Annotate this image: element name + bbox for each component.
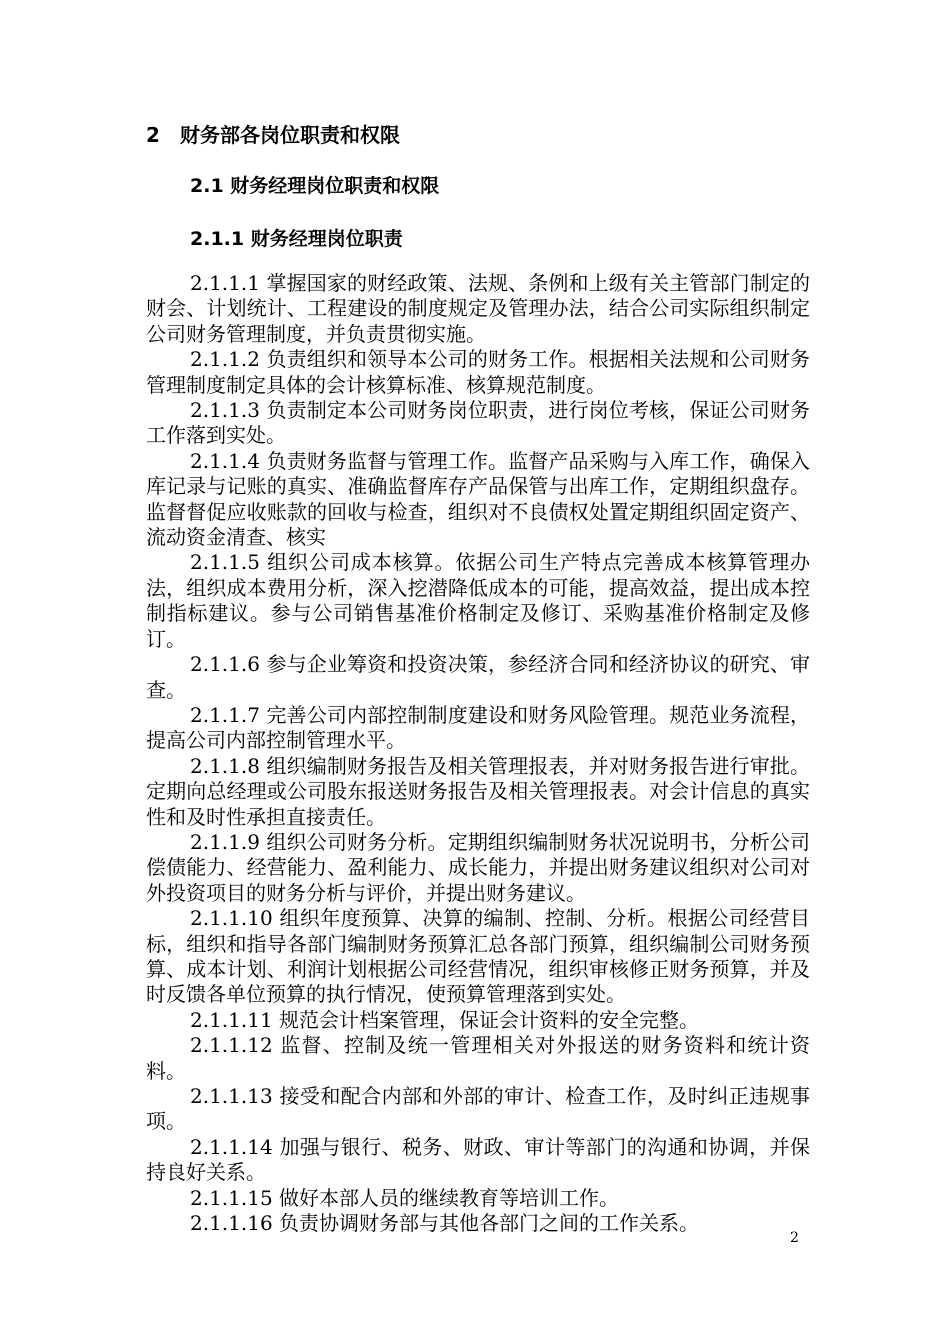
duty-paragraph: 2.1.1.14 加强与银行、税务、财政、审计等部门的沟通和协调，并保持良好关系。 [146,1134,810,1185]
duty-paragraph: 2.1.1.8 组织编制财务报告及相关管理报表，并对财务报告进行审批。定期向总经理或公司股东报送财务报告及相关管理报表。对会计信息的真实性和及时性承担直接责任。 [146,753,810,829]
section-number: 2 [146,123,160,147]
subsection-heading-2-1: 2.1 财务经理岗位职责和权限 [190,175,440,197]
duty-paragraph: 2.1.1.15 做好本部人员的继续教育等培训工作。 [190,1185,620,1210]
subsubsection-heading-2-1-1: 2.1.1 财务经理岗位职责 [190,228,403,250]
duties-list [146,271,810,1236]
duty-paragraph: 2.1.1.16 负责协调财务部与其他各部门之间的工作关系。 [190,1211,700,1236]
duty-paragraph: 2.1.1.4 负责财务监督与管理工作。监督产品采购与入库工作，确保入库记录与记账的真实、准确监督库存产品保管与出库工作，定期组织盘存。监督督促应收账款的回收与检查，组织对不良债权处置定期组织固定资产、流动资金清查、核实 [146,448,810,550]
page-number: 2 [790,1230,799,1246]
section-heading-2 [146,120,400,150]
duty-paragraph: 2.1.1.7 完善公司内部控制制度建设和财务风险管理。规范业务流程，提高公司内部控制管理水平。 [146,702,810,753]
duty-paragraph: 2.1.1.12 监督、控制及统一管理相关对外报送的财务资料和统计资料。 [146,1033,810,1083]
duty-paragraph: 2.1.1.11 规范会计档案管理，保证会计资料的安全完整。 [190,1007,700,1032]
duty-paragraph: 2.1.1.6 参与企业筹资和投资决策，参经济合同和经济协议的研究、审查。 [146,652,810,702]
duty-paragraph: 2.1.1.13 接受和配合内部和外部的审计、检查工作，及时纠正违规事项。 [146,1084,810,1134]
duty-paragraph: 2.1.1.10 组织年度预算、决算的编制、控制、分析。根据公司经营目标，组织和指导各部门编制财务预算汇总各部门预算，组织编制公司财务预算、成本计划、利润计划根据公司经营情况，组织审核修正财务预算，并及时反馈各单位预算的执行情况，使预算管理落到实处。 [146,906,810,1007]
duty-paragraph: 2.1.1.2 负责组织和领导本公司的财务工作。根据相关法规和公司财务管理制度制定具体的会计核算标准、核算规范制度。 [146,347,810,397]
duty-paragraph: 2.1.1.5 组织公司成本核算。依据公司生产特点完善成本核算管理办法，组织成本费用分析，深入挖潜降低成本的可能，提高效益，提出成本控制指标建议。参与公司销售基准价格制定及修订、采购基准价格制定及修订。 [146,550,810,651]
duty-paragraph: 2.1.1.3 负责制定本公司财务岗位职责，进行岗位考核，保证公司财务工作落到实处。 [146,398,810,448]
duty-paragraph: 2.1.1.1 掌握国家的财经政策、法规、条例和上级有关主管部门制定的财会、计划统计、工程建设的制度规定及管理办法，结合公司实际组织制定公司财务管理制度，并负责贯彻实施。 [146,271,810,346]
section-title: 财务部各岗位职责和权限 [180,123,400,147]
duty-paragraph: 2.1.1.9 组织公司财务分析。定期组织编制财务状况说明书，分析公司偿债能力、经营能力、盈利能力、成长能力，并提出财务建议组织对公司对外投资项目的财务分析与评价，并提出财务建议。 [146,829,810,905]
